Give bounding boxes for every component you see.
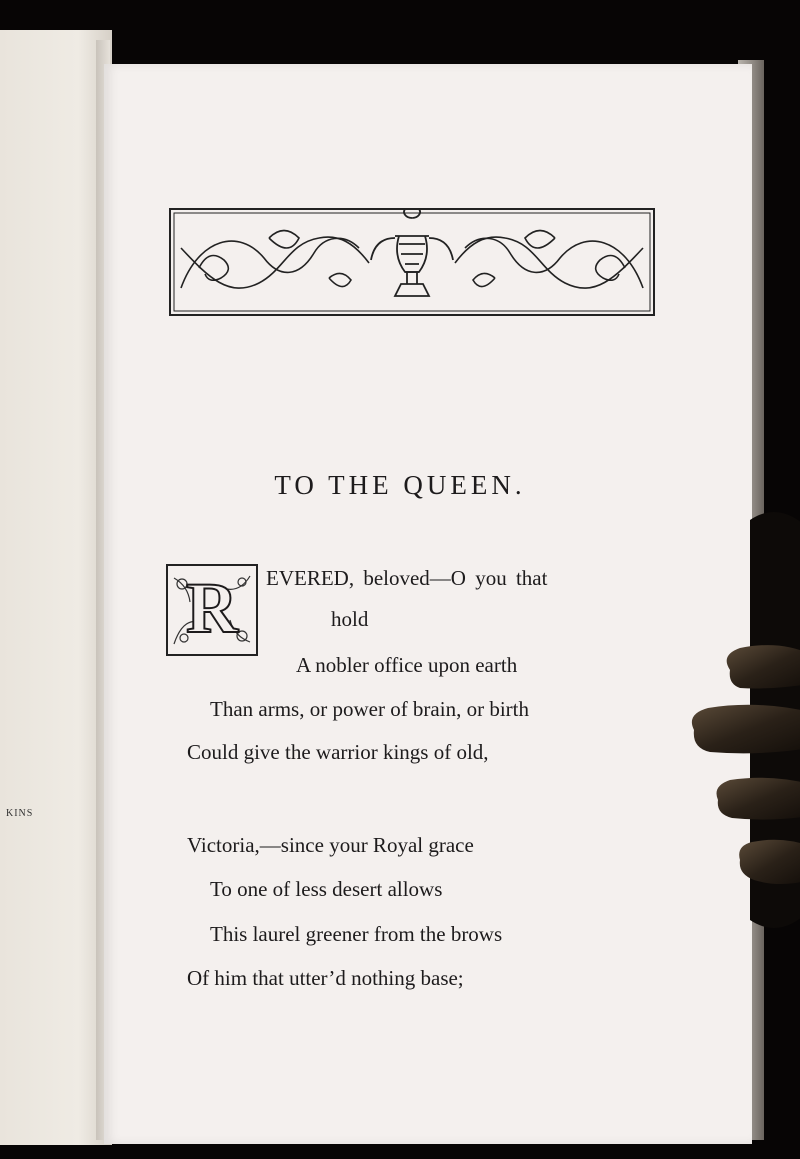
left-page-edge-text: KINS bbox=[6, 808, 34, 819]
bronze-hand-icon bbox=[690, 480, 800, 960]
ornamental-headpiece-icon bbox=[169, 208, 655, 316]
poem-line-9: Of him that utter’d nothing base; bbox=[187, 966, 464, 990]
poem-line-4: Than arms, or power of brain, or birth bbox=[210, 697, 529, 721]
poem-title: TO THE QUEEN. bbox=[274, 470, 526, 500]
drop-cap-letter: R bbox=[186, 568, 238, 648]
poem-line-1: EVERED, beloved—O you that bbox=[266, 566, 548, 590]
poem-line-2: hold bbox=[331, 607, 369, 631]
drop-cap-initial bbox=[166, 564, 258, 656]
poem-line-8: This laurel greener from the brows bbox=[210, 922, 503, 946]
poem-line-6: Victoria,—since your Royal grace bbox=[187, 833, 474, 857]
poem-line-5: Could give the warrior kings of old, bbox=[187, 740, 489, 764]
poem-line-7: To one of less desert allows bbox=[210, 877, 443, 901]
poem-line-3: A nobler office upon earth bbox=[296, 653, 518, 677]
